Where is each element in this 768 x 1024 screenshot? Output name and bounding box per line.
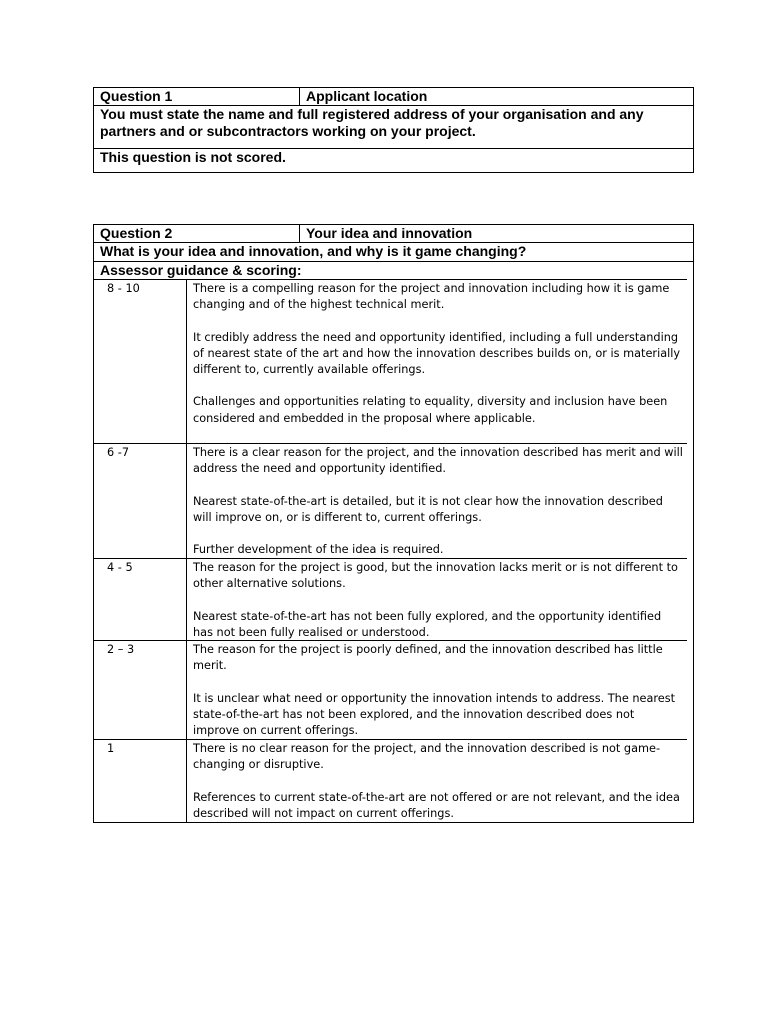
score-row bbox=[94, 641, 687, 740]
score-range: 1 bbox=[94, 740, 187, 822]
score-paragraph: It credibly address the need and opportunity identified, including a full understanding of nearest state of the art and how the innovation describes builds on, or is materially different to, currently available offerings. bbox=[193, 330, 681, 377]
score-paragraph: There is a clear reason for the project, and the innovation described has merit and will address the need and opportunity identified. bbox=[193, 446, 683, 476]
scoring-grid bbox=[94, 279, 687, 822]
score-paragraph: It is unclear what need or opportunity the innovation intends to address. The nearest state-of-the-art has not been explored, and the innovation described does not improve on current offerings. bbox=[193, 691, 676, 738]
score-paragraph: There is a compelling reason for the project and innovation including how it is game changing and of the highest technical merit. bbox=[193, 282, 670, 312]
score-row bbox=[94, 559, 687, 641]
score-row bbox=[94, 740, 687, 822]
score-range: 6 -7 bbox=[94, 444, 187, 558]
question-2-title: Your idea and innovation bbox=[306, 225, 473, 241]
score-paragraph: The reason for the project is good, but the innovation lacks merit or is not different to other alternative solutions. bbox=[193, 561, 678, 591]
score-paragraph: There is no clear reason for the project, and the innovation described is not game-changing or disruptive. bbox=[193, 742, 661, 772]
score-range: 4 - 5 bbox=[94, 559, 187, 640]
question-1-number: Question 1 bbox=[94, 88, 300, 105]
question-2-number: Question 2 bbox=[94, 225, 300, 242]
question-1-header-row bbox=[94, 88, 693, 106]
score-paragraph: Nearest state-of-the-art is detailed, but it is not clear how the innovation described will improve on, or is different to, current offerings. bbox=[193, 494, 663, 524]
score-paragraph: Further development of the idea is required. bbox=[193, 543, 444, 557]
score-row bbox=[94, 280, 687, 444]
score-paragraph: References to current state-of-the-art are not offered or are not relevant, and the idea described will not impact on current offerings. bbox=[193, 790, 680, 820]
question-1-title: Applicant location bbox=[306, 88, 428, 104]
question-1-table bbox=[93, 87, 694, 173]
score-row bbox=[94, 444, 687, 559]
question-2-header-row bbox=[94, 225, 693, 243]
score-paragraph: Nearest state-of-the-art has not been fully explored, and the opportunity identified has not been fully realised or understood. bbox=[193, 609, 662, 639]
question-1-prompt: You must state the name and full registered address of your organisation and any partners and or subcontractors working on your project. bbox=[94, 106, 693, 149]
assessor-guidance-title: Assessor guidance & scoring: bbox=[100, 262, 302, 278]
score-description bbox=[187, 740, 687, 822]
score-paragraph: The reason for the project is poorly defined, and the innovation described has little merit. bbox=[193, 643, 663, 673]
score-range: 8 - 10 bbox=[94, 280, 187, 443]
score-description bbox=[187, 444, 687, 558]
score-range: 2 – 3 bbox=[94, 641, 187, 739]
question-1-note: This question is not scored. bbox=[100, 149, 286, 165]
question-2-table bbox=[93, 224, 694, 823]
score-description bbox=[187, 559, 687, 640]
question-2-prompt: What is your idea and innovation, and why is it game changing? bbox=[94, 243, 693, 262]
score-paragraph: Challenges and opportunities relating to equality, diversity and inclusion have been considered and embedded in the proposal where applicable. bbox=[193, 395, 668, 425]
score-description bbox=[187, 641, 687, 739]
score-description bbox=[187, 280, 687, 443]
